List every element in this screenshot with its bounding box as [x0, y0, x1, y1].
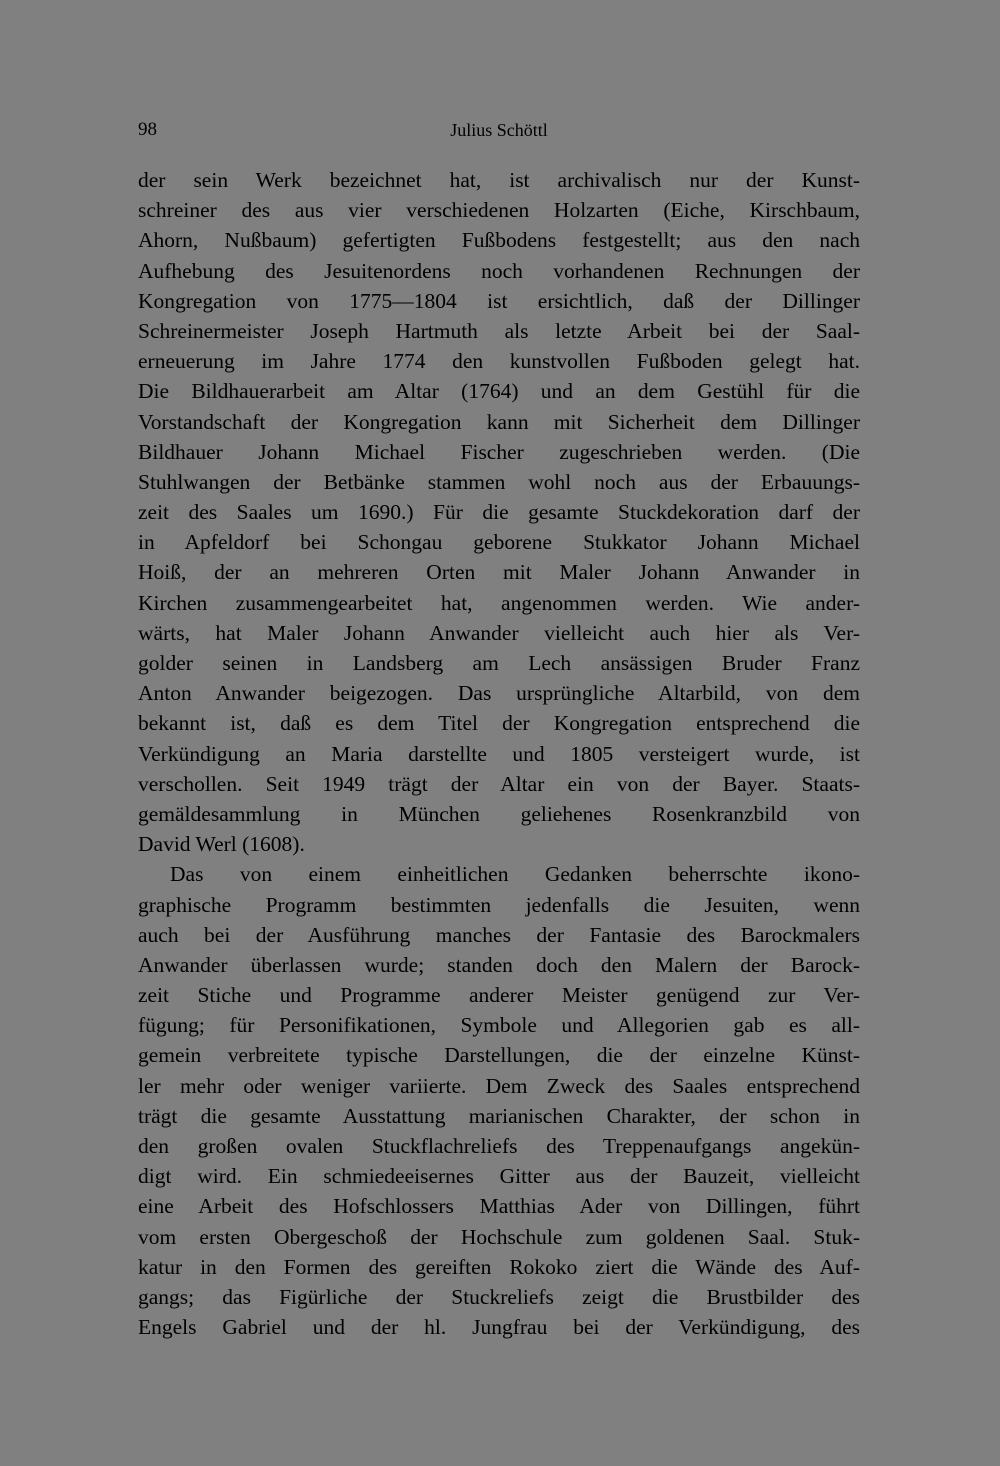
- text-line: erneuerung im Jahre 1774 den kunstvollen Fußboden gelegt hat.: [138, 349, 860, 374]
- text-line: schreiner des aus vier verschiedenen Holzarten (Eiche, Kirschbaum,: [138, 198, 860, 223]
- text-line: Bildhauer Johann Michael Fischer zugeschrieben werden. (Die: [138, 439, 860, 464]
- text-line: vom ersten Obergeschoß der Hochschule zum goldenen Saal. Stuk-: [138, 1224, 860, 1249]
- body-text: [138, 165, 860, 1342]
- text-line: katur in den Formen des gereiften Rokoko ziert die Wände des Auf-: [138, 1254, 860, 1279]
- text-line: zeit des Saales um 1690.) Für die gesamte Stuckdekoration darf der: [138, 500, 860, 525]
- text-line: ler mehr oder weniger variierte. Dem Zweck des Saales entsprechend: [138, 1073, 860, 1098]
- text-line: Stuhlwangen der Betbänke stammen wohl noch aus der Erbauungs-: [138, 469, 860, 494]
- running-title: Julius Schöttl: [450, 120, 548, 140]
- text-line: Die Bildhauerarbeit am Altar (1764) und an dem Gestühl für die: [138, 379, 860, 404]
- text-line: Schreinermeister Joseph Hartmuth als letzte Arbeit bei der Saal-: [138, 318, 860, 343]
- text-line: gemäldesammlung in München geliehenes Rosenkranzbild von: [138, 801, 860, 826]
- text-line: Engels Gabriel und der hl. Jungfrau bei der Verkündigung, des: [138, 1315, 860, 1340]
- text-line: Vorstandschaft der Kongregation kann mit Sicherheit dem Dillinger: [138, 409, 860, 434]
- text-line: Aufhebung des Jesuitenordens noch vorhandenen Rechnungen der: [138, 258, 860, 283]
- text-line: David Werl (1608).: [138, 832, 305, 857]
- text-line: gemein verbreitete typische Darstellungen, die der einzelne Künst-: [138, 1043, 860, 1068]
- text-line: in Apfeldorf bei Schongau geborene Stukkator Johann Michael: [138, 530, 860, 555]
- text-line: Das von einem einheitlichen Gedanken beherrschte ikono-: [170, 862, 860, 887]
- text-line: golder seinen in Landsberg am Lech ansässigen Bruder Franz: [138, 651, 860, 675]
- text-line: Kongregation von 1775—1804 ist ersichtlich, daß der Dillinger: [138, 288, 860, 313]
- text-line: graphische Programm bestimmten jedenfalls die Jesuiten, wenn: [138, 892, 860, 917]
- text-line: Anwander überlassen wurde; standen doch den Malern der Barock-: [138, 952, 860, 977]
- text-line: wärts, hat Maler Johann Anwander vielleicht auch hier als Ver-: [138, 620, 860, 645]
- text-line: Ahorn, Nußbaum) gefertigten Fußbodens festgestellt; aus den nach: [138, 228, 860, 253]
- text-line: Kirchen zusammengearbeitet hat, angenommen werden. Wie ander-: [138, 590, 860, 615]
- text-line: den großen ovalen Stuckflachreliefs des Treppenaufgangs angekün-: [138, 1134, 860, 1158]
- text-line: bekannt ist, daß es dem Titel der Kongregation entsprechend die: [138, 711, 860, 736]
- text-line: auch bei der Ausführung manches der Fantasie des Barockmalers: [138, 922, 860, 947]
- text-line: Hoiß, der an mehreren Orten mit Maler Johann Anwander in: [138, 560, 860, 585]
- running-head: [138, 116, 860, 144]
- text-line: Anton Anwander beigezogen. Das ursprüngliche Altarbild, von dem: [138, 681, 860, 706]
- text-line: zeit Stiche und Programme anderer Meister genügend zur Ver-: [138, 983, 860, 1008]
- text-line: der sein Werk bezeichnet hat, ist archivalisch nur der Kunst-: [138, 168, 860, 192]
- text-line: fügung; für Personifikationen, Symbole und Allegorien gab es all-: [138, 1013, 860, 1038]
- text-line: verschollen. Seit 1949 trägt der Altar ein von der Bayer. Staats-: [138, 771, 860, 796]
- text-line: digt wird. Ein schmiedeeisernes Gitter aus der Bauzeit, vielleicht: [138, 1164, 860, 1189]
- text-line: eine Arbeit des Hofschlossers Matthias Ader von Dillingen, führt: [138, 1194, 860, 1219]
- text-line: Verkündigung an Maria darstellte und 1805 versteigert wurde, ist: [138, 741, 860, 766]
- page-number: 98: [138, 119, 157, 140]
- text-line: trägt die gesamte Ausstattung marianischen Charakter, der schon in: [138, 1103, 860, 1128]
- text-line: gangs; das Figürliche der Stuckreliefs zeigt die Brustbilder des: [138, 1284, 860, 1309]
